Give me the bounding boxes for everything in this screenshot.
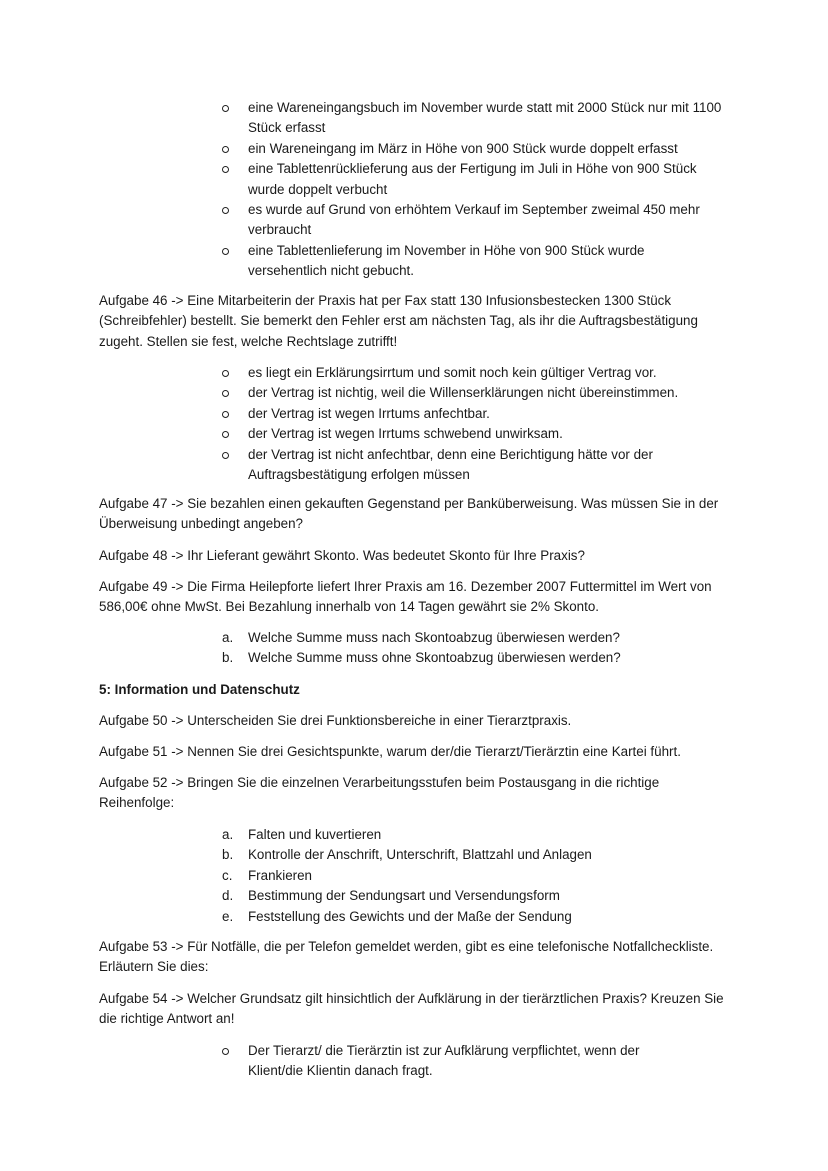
list-item: es liegt ein Erklärungsirrtum und somit noch kein gültiger Vertrag vor. [222,363,722,383]
circle-bullet-icon [222,383,242,403]
list-item: b. Kontrolle der Anschrift, Unterschrift, Blattzahl und Anlagen [222,847,592,863]
circle-bullet-icon [222,404,242,424]
task-50: Aufgabe 50 -> Unterscheiden Sie drei Funktionsbereiche in einer Tierarztpraxis. [99,713,572,728]
task-46: Aufgabe 46 -> Eine Mitarbeiterin der Praxis hat per Fax statt 130 Infusionsbestecken 1300 Stück (Schreibfehler) bestellt. Sie bemerkt den Fehler erst am nächsten Tag, als ihr die Auftragsbestätigung zugeht. Stellen sie fest, welche Rechtslage zutrifft! [99,293,698,349]
list-item: der Vertrag ist nichtig, weil die Willenserklärungen nicht übereinstimmen. [222,383,722,403]
list-item: eine Wareneingangsbuch im November wurde statt mit 2000 Stück nur mit 1100 Stück erfasst [222,98,722,139]
bullet-list-legal-options [222,363,722,485]
list-item: es wurde auf Grund von erhöhtem Verkauf im September zweimal 450 mehr verbraucht [222,200,722,241]
circle-bullet-icon [222,241,242,261]
lettered-list-skonto [222,628,722,669]
list-item: a. Welche Summe muss nach Skontoabzug überwiesen werden? [222,630,620,645]
lettered-list-postausgang [222,825,722,927]
task-54: Aufgabe 54 -> Welcher Grundsatz gilt hinsichtlich der Aufklärung in der tierärztlichen Praxis? Kreuzen Sie die richtige Antwort an! [99,991,724,1027]
circle-bullet-icon [222,445,242,465]
task-51: Aufgabe 51 -> Nennen Sie drei Gesichtspunkte, warum der/die Tierarzt/Tierärztin eine Kartei führt. [99,744,681,759]
circle-bullet-icon [222,1041,242,1061]
task-52: Aufgabe 52 -> Bringen Sie die einzelnen Verarbeitungsstufen beim Postausgang in die richtige Reihenfolge: [99,775,660,811]
circle-bullet-icon [222,424,242,444]
bullet-list-inventory-errors [222,98,722,282]
circle-bullet-icon [222,139,242,159]
list-item: eine Tablettenrücklieferung aus der Fertigung im Juli in Höhe von 900 Stück wurde doppelt verbucht [222,159,722,200]
circle-bullet-icon [222,363,242,383]
list-item: ein Wareneingang im März in Höhe von 900 Stück wurde doppelt erfasst [222,139,722,159]
circle-bullet-icon [222,159,242,179]
list-item: a. Falten und kuvertieren [222,827,382,842]
task-53: Aufgabe 53 -> Für Notfälle, die per Telefon gemeldet werden, gibt es eine telefonische Notfallcheckliste. Erläutern Sie dies: [99,939,714,975]
circle-bullet-icon [222,98,242,118]
list-item: eine Tablettenlieferung im November in Höhe von 900 Stück wurde versehentlich nicht gebucht. [222,241,722,282]
list-item: c. Frankieren [222,867,313,883]
list-item: e. Feststellung des Gewichts und der Maße der Sendung [222,908,572,924]
task-47: Aufgabe 47 -> Sie bezahlen einen gekauften Gegenstand per Banküberweisung. Was müssen Sie in der Überweisung unbedingt angeben? [99,496,719,532]
list-item: b. Welche Summe muss ohne Skontoabzug überwiesen werden? [222,650,621,666]
bullet-list-aufklaerung [222,1041,682,1082]
list-item: d. Bestimmung der Sendungsart und Versendungsform [222,888,560,904]
circle-bullet-icon [222,200,242,220]
list-item: der Vertrag ist wegen Irrtums schwebend unwirksam. [222,424,722,444]
list-item: der Vertrag ist nicht anfechtbar, denn eine Berichtigung hätte vor der Auftragsbestätigung erfolgen müssen [222,445,722,486]
task-49: Aufgabe 49 -> Die Firma Heilepforte liefert Ihrer Praxis am 16. Dezember 2007 Futtermittel im Wert von 586,00€ ohne MwSt. Bei Bezahlung innerhalb von 14 Tagen gewährt sie 2% Skonto. [99,579,712,615]
list-item: der Vertrag ist wegen Irrtums anfechtbar. [222,404,722,424]
section-heading: 5: Information und Datenschutz [99,682,300,697]
task-48: Aufgabe 48 -> Ihr Lieferant gewährt Skonto. Was bedeutet Skonto für Ihre Praxis? [99,548,585,563]
list-item: Der Tierarzt/ die Tierärztin ist zur Aufklärung verpflichtet, wenn der Klient/die Klientin danach fragt. [222,1041,682,1082]
